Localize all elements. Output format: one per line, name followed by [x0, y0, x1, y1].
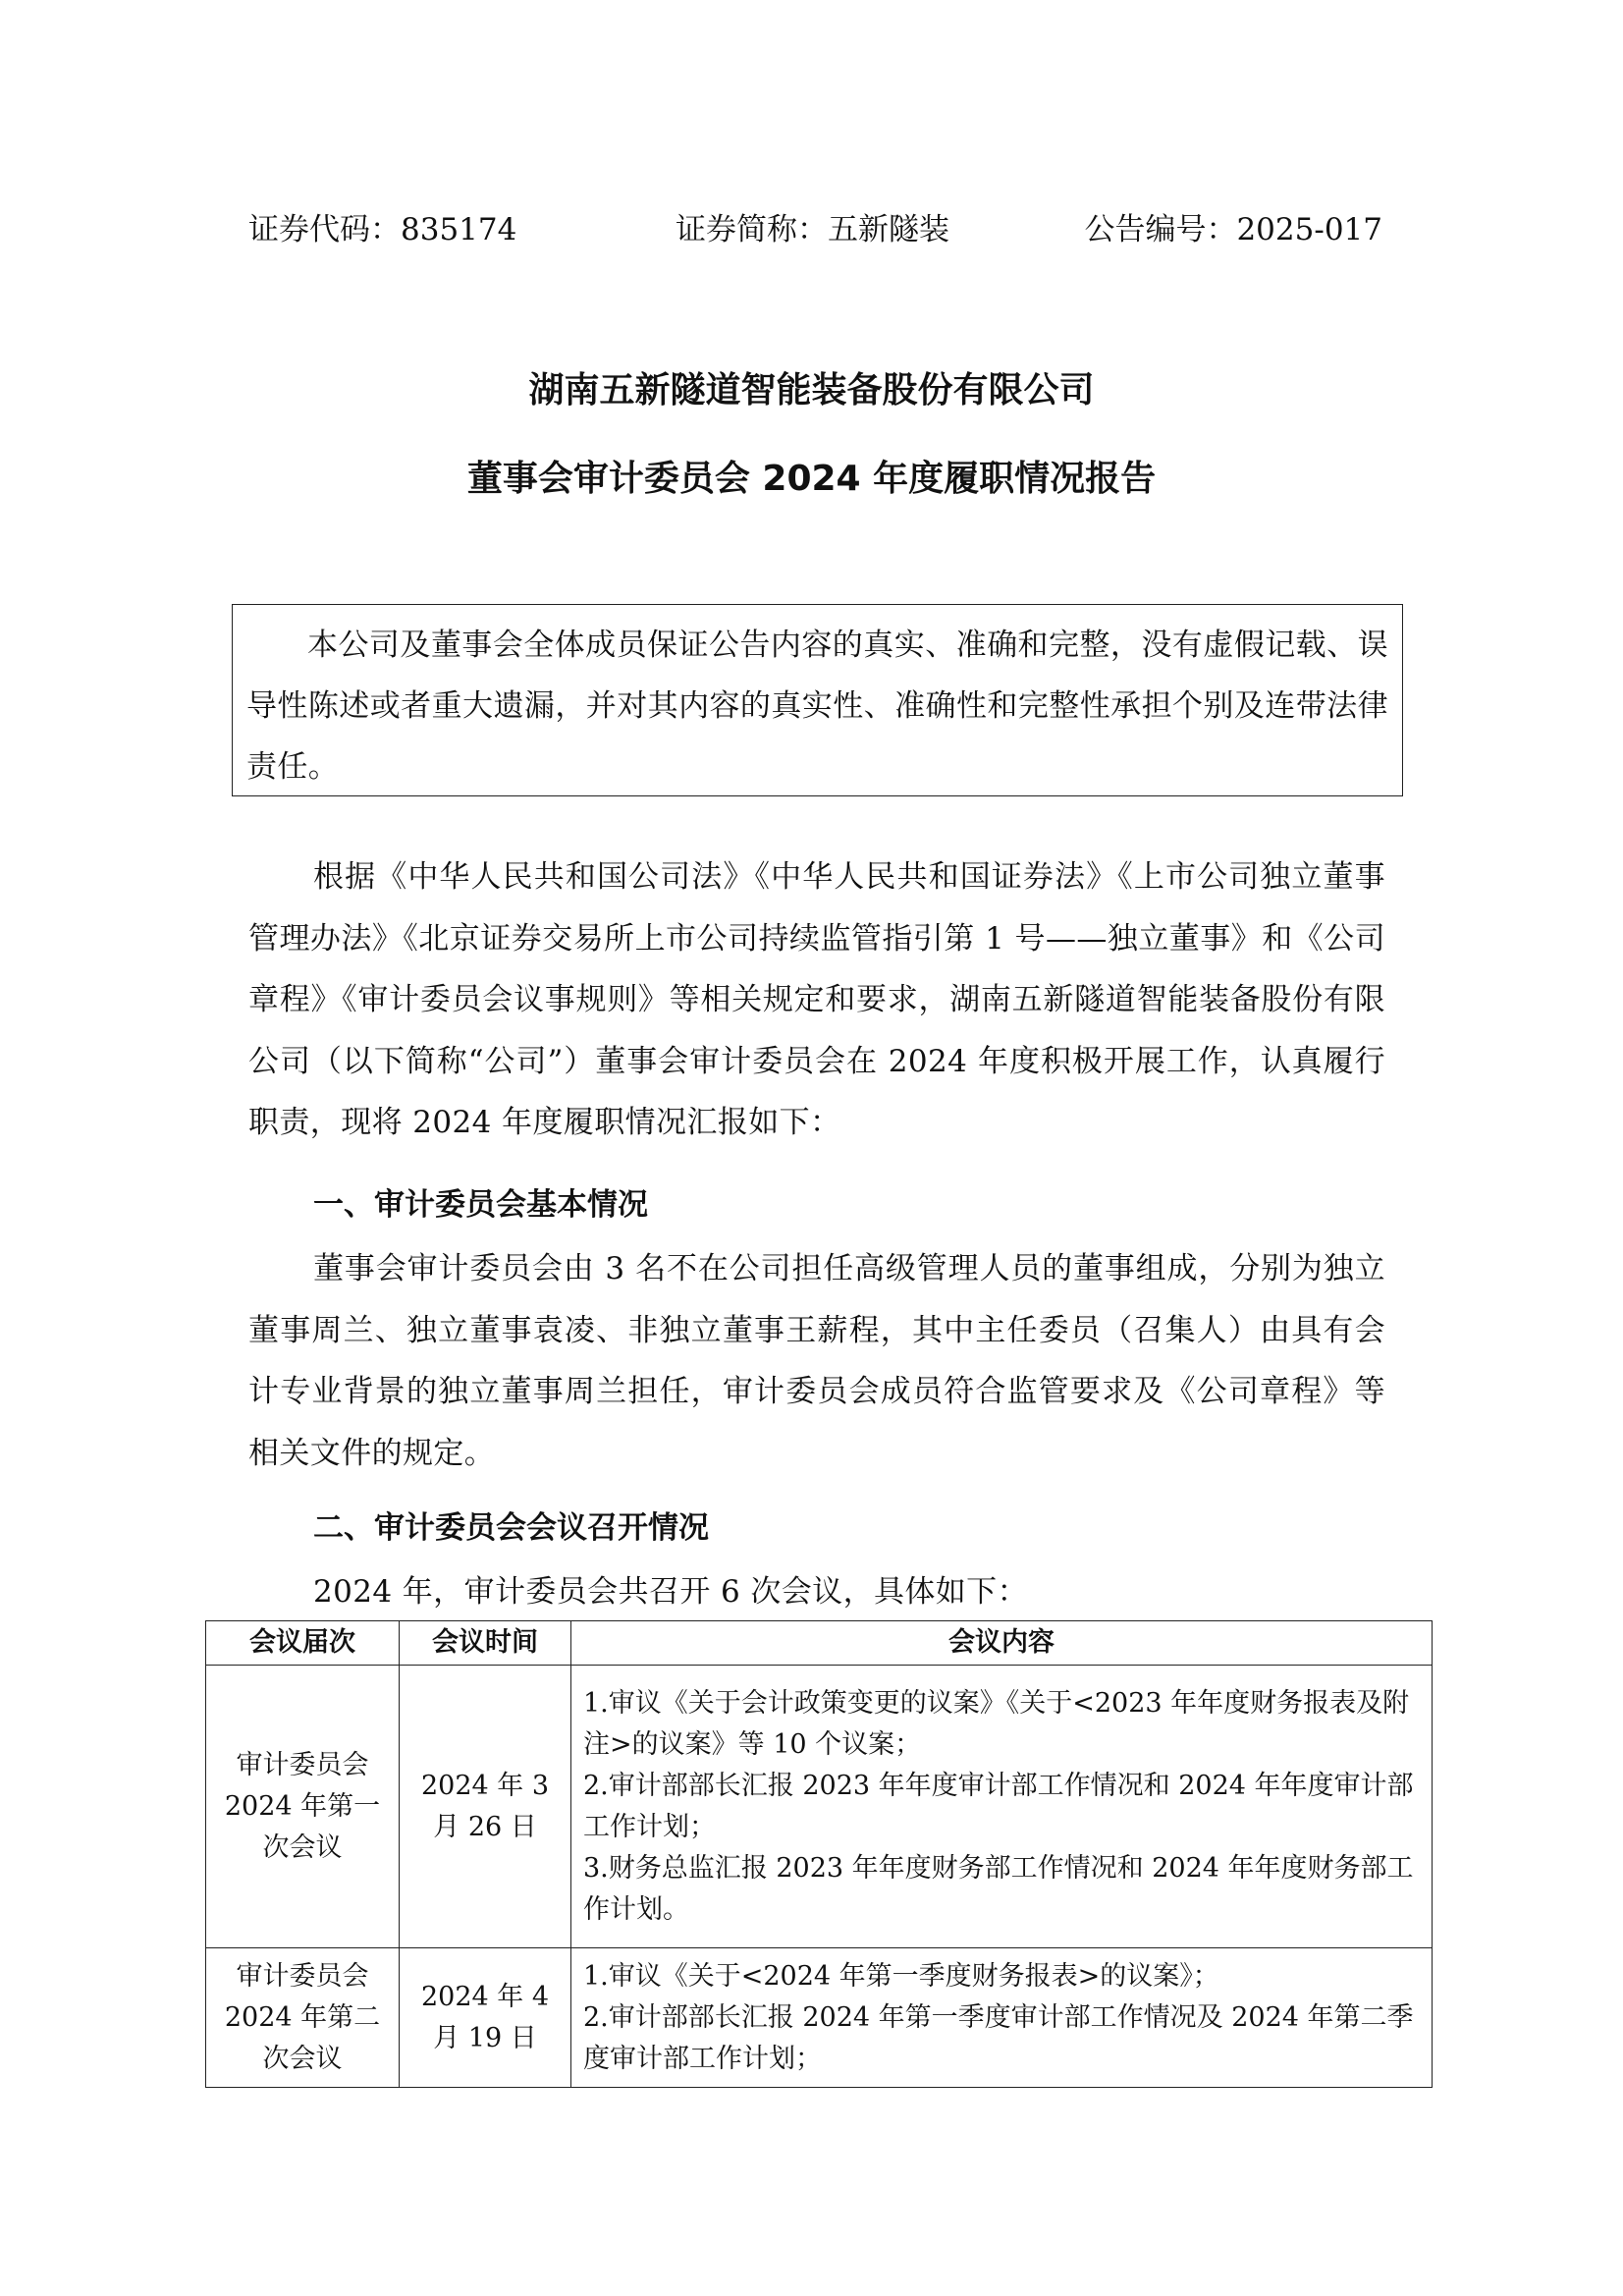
column-header-content: 会议内容: [571, 1621, 1433, 1666]
session-cell: 审计委员会 2024 年第一次会议: [206, 1666, 400, 1948]
announcement-header: [248, 208, 1382, 251]
table-row: [206, 1948, 1433, 2088]
date-cell: 2024 年 3 月 26 日: [400, 1666, 571, 1948]
security-code: 证券代码：835174: [248, 212, 517, 247]
content-item: 2.审计部部长汇报 2024 年第一季度审计部工作情况及 2024 年第二季度审计部工作计划；: [583, 2001, 1414, 2074]
column-header-date: 会议时间: [400, 1621, 571, 1666]
section-heading-meetings: 二、审计委员会会议召开情况: [313, 1510, 709, 1546]
section-heading-basic-info: 一、审计委员会基本情况: [313, 1187, 648, 1223]
disclaimer-text: 本公司及董事会全体成员保证公告内容的真实、准确和完整，没有虚假记载、误导性陈述或者重大遗漏，并对其内容的真实性、准确性和完整性承担个别及连带法律责任。: [246, 628, 1388, 785]
content-cell: [571, 1666, 1433, 1948]
announcement-number: 公告编号：2025-017: [1084, 212, 1382, 247]
column-header-session: 会议届次: [206, 1621, 400, 1666]
table-row: [206, 1666, 1433, 1948]
content-item: 1.审议《关于会计政策变更的议案》《关于<2023 年年度财务报表及附注>的议案》等 10 个议案；: [583, 1687, 1410, 1760]
section-basic-info-text: 董事会审计委员会由 3 名不在公司担任高级管理人员的董事组成，分别为独立董事周兰、独立董事袁凌、非独立董事王薪程，其中主任委员（召集人）由具有会计专业背景的独立董事周兰担任，审计委员会成员符合监管要求及《公司章程》等相关文件的规定。: [248, 1251, 1385, 1471]
meetings-table: [205, 1620, 1433, 2088]
content-cell: [571, 1948, 1433, 2088]
content-item: 2.审计部部长汇报 2023 年年度审计部工作情况和 2024 年年度审计部工作计划；: [583, 1770, 1414, 1842]
disclaimer-box: [232, 604, 1403, 796]
report-title: 董事会审计委员会 2024 年度履职情况报告: [466, 459, 1157, 499]
table-header-row: [206, 1621, 1433, 1666]
security-abbreviation: 证券简称：五新隧装: [676, 212, 949, 247]
content-item: 3.财务总监汇报 2023 年年度财务部工作情况和 2024 年年度财务部工作计划。: [583, 1852, 1414, 1925]
company-title: 湖南五新隧道智能装备股份有限公司: [528, 370, 1095, 410]
intro-paragraph: 根据《中华人民共和国公司法》《中华人民共和国证券法》《上市公司独立董事管理办法》《北京证券交易所上市公司持续监管指引第 1 号——独立董事》和《公司章程》《审计委员会议事规则》等相关规定和要求，湖南五新隧道智能装备股份有限公司（以下简称“公司”）董事会审计委员会在 2024 年度积极开展工作，认真履行职责，现将 2024 年度履职情况汇报如下：: [248, 859, 1385, 1140]
session-cell: 审计委员会 2024 年第二次会议: [206, 1948, 400, 2088]
date-cell: 2024 年 4 月 19 日: [400, 1948, 571, 2088]
content-item: 1.审议《关于<2024 年第一季度财务报表>的议案》；: [583, 1960, 1219, 1992]
section-meetings-intro: 2024 年，审计委员会共召开 6 次会议，具体如下：: [313, 1574, 1028, 1610]
